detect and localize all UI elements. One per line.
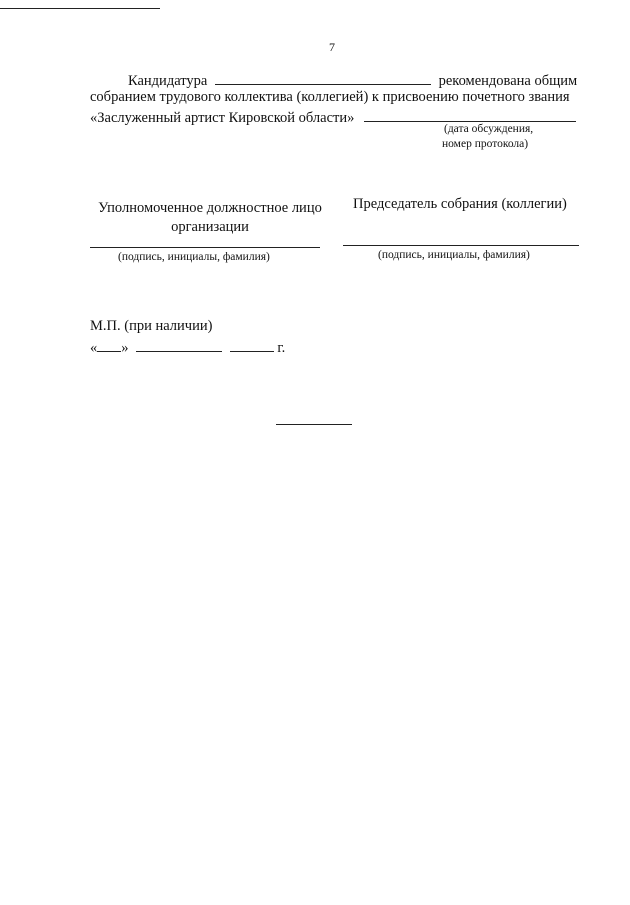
right-signature-caption: (подпись, инициалы, фамилия) — [378, 249, 530, 261]
date-line — [90, 337, 285, 357]
quote-close: » — [121, 340, 129, 356]
right-signature-line — [343, 245, 579, 246]
authorized-officer-line1: Уполномоченное должностное лицо — [98, 200, 322, 216]
assembly-line: собранием трудового коллектива (коллегией) к присвоению почетного звания — [90, 89, 570, 105]
left-signature-line — [90, 247, 320, 248]
date-note-line1: (дата обсуждения, — [444, 123, 534, 135]
left-signature-caption: (подпись, инициалы, фамилия) — [118, 251, 270, 263]
chairman-title: Председатель собрания (коллегии) — [353, 196, 567, 212]
candidate-line — [128, 70, 577, 90]
top-edge-line — [0, 8, 160, 9]
quote-open: « — [90, 340, 98, 356]
year-suffix: г. — [277, 340, 286, 356]
authorized-officer-title — [88, 199, 332, 237]
date-protocol-blank — [364, 107, 576, 122]
honorary-title-text: «Заслуженный артист Кировской области» — [90, 110, 355, 126]
date-note-line2: номер протокола) — [442, 138, 529, 150]
candidate-label: Кандидатура — [128, 73, 208, 89]
page-number: 7 — [329, 40, 335, 54]
recommended-text: рекомендована общим — [438, 73, 578, 89]
year-blank — [230, 337, 274, 352]
month-blank — [136, 337, 222, 352]
day-blank — [97, 337, 121, 352]
authorized-officer-line2: организации — [171, 219, 249, 235]
candidate-name-blank — [215, 70, 431, 85]
end-separator-line — [276, 424, 352, 425]
stamp-label: М.П. (при наличии) — [90, 318, 213, 334]
